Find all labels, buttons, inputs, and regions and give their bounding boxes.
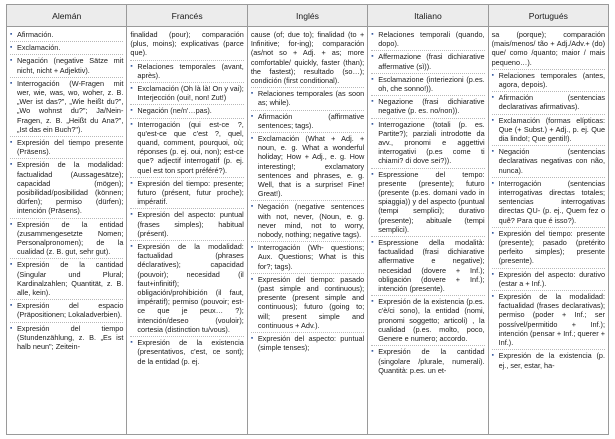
bullet-icon: ▪ bbox=[491, 94, 494, 102]
list-item bbox=[492, 115, 605, 147]
list-item-text: Exclamación. bbox=[17, 43, 61, 53]
list-item-text: Negación (negative Sätze mit nicht, nicht + Adjektiv). bbox=[17, 56, 124, 75]
bullet-icon: ▪ bbox=[491, 71, 494, 79]
header-ingles: Inglés bbox=[248, 5, 368, 26]
continued-text: sa (porque); comparación (mais/menos/ tão + Adj./Adv.+ (do) que/ como /quanto; maior / mais pequeno…). bbox=[492, 29, 605, 70]
bullet-icon: ▪ bbox=[371, 53, 374, 61]
list-item-text: Expresión de la entidad (zusammengesetzte Nomen; Personalpronomen); de la cualidad (z. B. gut, sehr gut). bbox=[17, 219, 124, 257]
list-item bbox=[492, 228, 605, 269]
list-item bbox=[251, 274, 364, 333]
list-item-text: Expresión de la modalidad: factualidad (Aussagesätze); capacidad (mögen); posibilidad/posibilidad (können; dürfen); permiso (dürfen); intención (Präsens). bbox=[17, 160, 124, 216]
bullet-icon: ▪ bbox=[491, 270, 494, 278]
list-item-text: Exclamación (Oh là là! On y vai); Interjección (oui!, non! Zut!) bbox=[137, 84, 244, 103]
list-item-text: Relaciones temporales (as soon as; while). bbox=[257, 89, 365, 108]
list-item bbox=[130, 178, 243, 210]
list-item-text: Interrogación (sentencias interrogativas directas totales; sentencias interrogativas directas QU- (p. ej., Quem fez o quê? Para que é isso?). bbox=[498, 178, 606, 225]
list-item bbox=[10, 159, 123, 218]
bullet-icon: ▪ bbox=[10, 79, 13, 87]
bullet-icon: ▪ bbox=[371, 98, 374, 106]
column-ingles bbox=[248, 27, 368, 435]
list-item bbox=[251, 88, 364, 110]
bullet-icon: ▪ bbox=[130, 120, 133, 128]
bullet-icon: ▪ bbox=[371, 31, 374, 38]
bullet-icon: ▪ bbox=[371, 348, 374, 356]
list-item bbox=[251, 133, 364, 201]
table-body bbox=[7, 27, 608, 435]
bullet-icon: ▪ bbox=[10, 31, 13, 38]
list-item bbox=[371, 74, 484, 96]
list-item-text: Interrogación (W-Fragen mit wer, wie, was, wo, woher, z. B. „Wer ist das?", „Wie heißt du?", „Wo wohnst du?"; Ja/Nein-Fragen, z. B. „Heißt du Ana?", „Ist das ein Buch?"). bbox=[17, 78, 124, 134]
list-item-text: Expresión del tiempo (Stundenzählung, z. B. „Es ist halb neun"; Zeitein- bbox=[17, 323, 124, 352]
list-item-text: Affermazione (frasi dichiarative affermative (sì)). bbox=[378, 52, 485, 71]
list-item-text: Negación (sentencias declarativas negativas con não, nunca). bbox=[498, 147, 606, 175]
list-item bbox=[251, 242, 364, 274]
list-item-text: Relaciones temporali (quando, dopo). bbox=[378, 30, 485, 49]
list-item-text: Relaciones temporales (antes, agora, depois). bbox=[498, 70, 606, 90]
bullet-icon: ▪ bbox=[130, 179, 133, 187]
list-item-text: Relaciones temporales (avant, après). bbox=[137, 61, 244, 80]
list-item-text: Expresión del tiempo: pasado (past simple and continuous); presente (present simple and continuous); futuro (going to; will; present simple and continuous + Adv.). bbox=[257, 274, 365, 330]
list-item bbox=[130, 119, 243, 178]
list-item bbox=[130, 83, 243, 105]
bullet-icon: ▪ bbox=[491, 352, 494, 360]
bullet-icon: ▪ bbox=[371, 120, 374, 128]
list-item bbox=[371, 96, 484, 118]
bullet-icon: ▪ bbox=[130, 243, 133, 251]
column-portugues bbox=[489, 27, 608, 435]
list-item bbox=[492, 70, 605, 92]
list-item-text: Espressione del tempo: presente (presente); futuro (presente (p.es. domani vado in spiaggia)) y del aspecto (puntual (tempi semplici); durativo (presente); abituale (tempi semplici). bbox=[378, 169, 485, 234]
list-item-text: Expresión de la modalidad: factualidad (phrases déclaratives); capacidad (pouvoir); necesidad (il faut+infinitif); obligación/prohibición (il faut, impératif); permiso (pouvoir; est-ce que je peux… ?); intención/deseo (vouloir); cortesia (distinction tu/vous). bbox=[137, 242, 244, 334]
continued-text: finalidad (pour); comparación (plus, moins); explicativas (parce que). bbox=[130, 29, 243, 61]
list-item bbox=[10, 300, 123, 322]
list-item-text: Expresión del aspecto: puntual (simple tenses); bbox=[257, 334, 365, 353]
bullet-icon: ▪ bbox=[130, 62, 133, 70]
bullet-icon: ▪ bbox=[491, 229, 494, 237]
list-item bbox=[10, 55, 123, 77]
bullet-icon: ▪ bbox=[10, 220, 13, 228]
bullet-icon: ▪ bbox=[130, 211, 133, 219]
bullet-icon: ▪ bbox=[10, 161, 13, 169]
list-item-text: Negazione (frasi dichiarative negative (p. es. no/non)). bbox=[378, 97, 485, 116]
table-header-row bbox=[7, 5, 608, 27]
bullet-icon: ▪ bbox=[250, 90, 254, 98]
list-item bbox=[130, 209, 243, 241]
bullet-icon: ▪ bbox=[10, 302, 13, 310]
bullet-icon: ▪ bbox=[250, 275, 254, 283]
bullet-icon: ▪ bbox=[130, 339, 133, 347]
list-item-text: Negación (ne/n'…pas). bbox=[137, 106, 212, 116]
continued-text: cause (of; due to); finalidad (to + Infinitive; for-ing); comparación (as/not so + Adj. + as; more comfortable/ quickly, faster (than); the fastest); resultado (so…); condición (first conditional). bbox=[251, 29, 364, 88]
bullet-icon: ▪ bbox=[130, 85, 133, 93]
bullet-icon: ▪ bbox=[491, 116, 494, 124]
list-item bbox=[130, 241, 243, 337]
column-italiano bbox=[368, 27, 488, 435]
list-item bbox=[492, 178, 605, 228]
header-portugues: Portugués bbox=[528, 10, 568, 21]
bullet-icon: ▪ bbox=[491, 179, 494, 187]
list-item-text: Interrogación (Wh- questions; Aux. Questions; What is this for?; tags). bbox=[257, 243, 365, 271]
bullet-icon: ▪ bbox=[250, 203, 254, 211]
bullet-icon: ▪ bbox=[371, 298, 374, 306]
list-item-text: Expresión del espacio (Präpositionen; Lokaladverbien). bbox=[17, 301, 124, 320]
header-frances: Francés bbox=[127, 5, 247, 26]
list-item-text: Expresión del tiempo presente (Präsens). bbox=[17, 138, 124, 157]
column-aleman bbox=[7, 27, 127, 435]
list-item bbox=[251, 333, 364, 354]
bullet-icon: ▪ bbox=[371, 239, 374, 247]
list-item bbox=[10, 259, 123, 300]
column-frances bbox=[127, 27, 247, 435]
list-item bbox=[371, 237, 484, 296]
list-item bbox=[492, 269, 605, 291]
list-item-text: Afirmación (sentencias declarativas afirmativas). bbox=[498, 93, 606, 112]
list-item-text: Expresión de la cantidad (Singular und Plural; Kardinalzahlen; Quantität, z. B. alle, kein). bbox=[17, 260, 124, 298]
bullet-icon: ▪ bbox=[10, 139, 13, 147]
list-item-text: Afirmación (affirmative sentences; tags). bbox=[257, 111, 365, 130]
header-aleman: Alemán bbox=[7, 5, 127, 26]
header-italiano: Italiano bbox=[368, 5, 488, 26]
list-item bbox=[492, 146, 605, 178]
bullet-icon: ▪ bbox=[250, 135, 254, 143]
bullet-icon: ▪ bbox=[250, 335, 254, 343]
list-item bbox=[371, 119, 484, 169]
list-item bbox=[371, 29, 484, 51]
list-item-text: Expresión de la cantidad (singolare /plurale, numerali). Quantità: p.es. un et- bbox=[378, 347, 485, 375]
list-item-text: Expresión del tiempo: presente; futuro (présent, futur proche); impératif. bbox=[137, 178, 244, 207]
list-item bbox=[492, 350, 605, 371]
list-item bbox=[10, 42, 123, 55]
list-item bbox=[251, 201, 364, 242]
list-item-text: Negación (negative sentences with not, never, (Noun, e. g. never mind, not to worry, nobody, nothing; negative tags). bbox=[257, 202, 365, 240]
list-item-text: Exclamación (What + Adj. + noun, e. g. What a wonderful holiday; How + Adj., e. g. How interesting!; exclamatory sentences and phrases, e. g. Well, that is a surprise! Fine! Great!). bbox=[257, 134, 365, 199]
list-item-text: Espressione della modalità: factualidad (frasi dichiarative affermative e negative); necesidad (dovere + Inf.); obligación (dovere + Inf.); intención (presente). bbox=[378, 238, 485, 294]
list-item-text: Expresión del aspecto: durativo (estar a + Inf.). bbox=[498, 269, 606, 288]
list-item-text: Interrogazione (totali (p. es. Partite?); parziali introdotte da avv., pronomi e aggettivi interrogativi (p.es come ti chiami? di dove sei?)). bbox=[378, 119, 485, 166]
list-item bbox=[10, 29, 123, 42]
bullet-icon: ▪ bbox=[10, 57, 13, 65]
list-item bbox=[371, 169, 484, 237]
list-item bbox=[10, 323, 123, 354]
list-item bbox=[371, 51, 484, 73]
list-item-text: Expresión de la existencia (p. ej., ser, estar, ha- bbox=[498, 351, 606, 370]
list-item bbox=[492, 291, 605, 350]
list-item bbox=[10, 137, 123, 159]
list-item-text: Expresión de la existencia (presentativos, c'est, ce sont); de la entidad (p. ej. bbox=[137, 338, 244, 366]
bullet-icon: ▪ bbox=[250, 112, 254, 120]
list-item bbox=[492, 92, 605, 114]
bullet-icon: ▪ bbox=[491, 148, 494, 156]
bullet-icon: ▪ bbox=[250, 244, 254, 252]
bullet-icon: ▪ bbox=[10, 261, 13, 269]
list-item bbox=[10, 219, 123, 260]
list-item-text: Interrogación (qui est-ce ?, qu'est-ce que c'est ?, quel, quand, comment, pourquoi, où; réponses (p. ej. oui, non); est-ce que? adjectif interrogatif (p. ej. quel est ton sport préféré?). bbox=[137, 119, 244, 175]
list-item-text: Exclamación (formas elípticas: Que (+ Subst.) + Adj., p. ej. Que dia lindo!; Que gentil!). bbox=[498, 115, 606, 144]
list-item bbox=[371, 346, 484, 377]
list-item-text: Esclamazione (interiezioni (p.es. oh, che sonno!)). bbox=[378, 74, 485, 94]
bullet-icon: ▪ bbox=[130, 107, 133, 115]
list-item-text: Expresión del tiempo: presente (presente); pasado (pretérito perfeito simples); presente (presente). bbox=[498, 228, 606, 266]
bullet-icon: ▪ bbox=[371, 75, 374, 83]
list-item-text: Expresión de la existencia (p.es. c'è/ci sono), la entidad (nomi, pronomi soggetto; articoli) , la cualidad (p.es. molto, poco, Genere e numero; accordo. bbox=[378, 297, 485, 344]
list-item-text: Expresión del aspecto: puntual (frases simples); habitual (présent). bbox=[137, 210, 244, 238]
list-item-text: Expresión de la modalidad: factualidad (frases declarativas); permiso (poder + Inf.; ser possível/permitido + Inf.); intención (pensar + Inf.; querer + Inf.). bbox=[498, 292, 606, 348]
bullet-icon: ▪ bbox=[371, 170, 374, 178]
grammar-table bbox=[6, 4, 609, 435]
list-item bbox=[130, 337, 243, 368]
bullet-icon: ▪ bbox=[10, 44, 13, 52]
list-item bbox=[371, 296, 484, 346]
bullet-icon: ▪ bbox=[10, 324, 13, 332]
bullet-icon: ▪ bbox=[491, 293, 494, 301]
list-item-text: Afirmación. bbox=[17, 30, 54, 39]
list-item bbox=[251, 111, 364, 133]
list-item bbox=[130, 61, 243, 83]
list-item bbox=[130, 105, 243, 118]
list-item bbox=[10, 78, 123, 137]
